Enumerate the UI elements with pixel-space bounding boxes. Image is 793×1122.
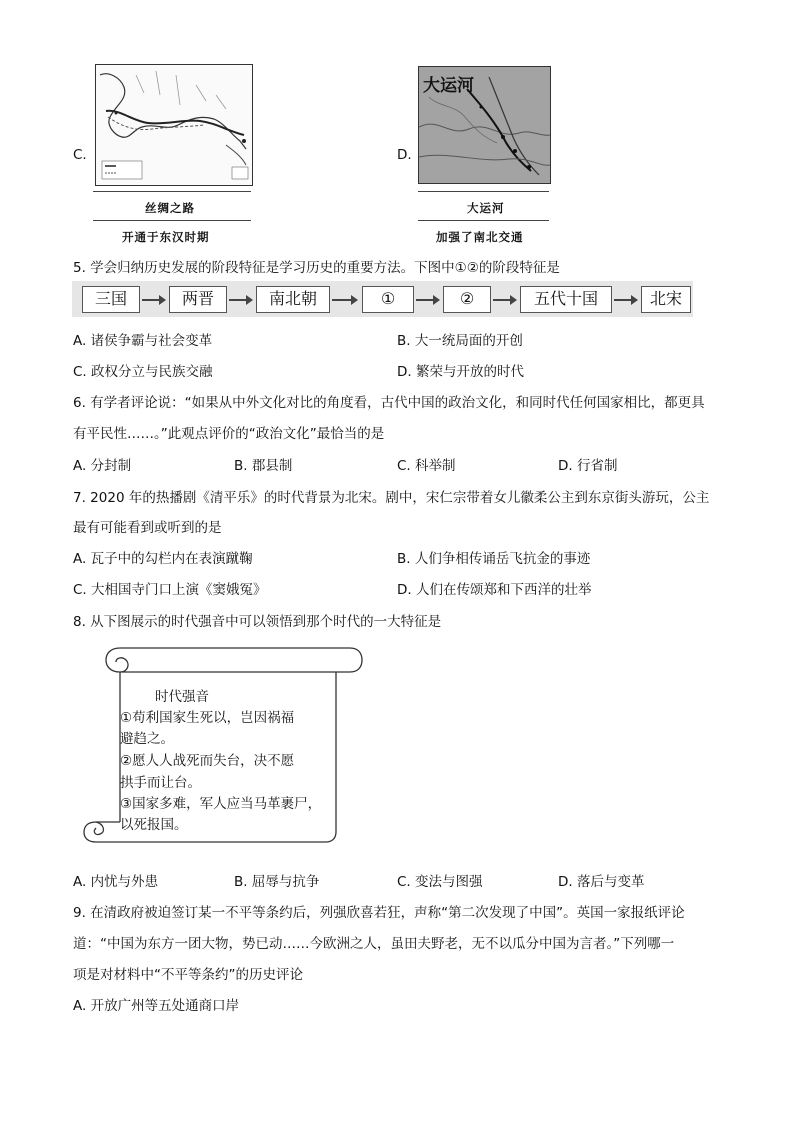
q8-scroll-figure: [82, 646, 364, 846]
flow-arrow-5: [493, 299, 515, 301]
option-d-top-rule: [418, 191, 549, 192]
q8-option-b: B. 屈辱与抗争: [234, 874, 320, 890]
q5-stem: 5. 学会归纳历史发展的阶段特征是学习历史的重要方法。下图中①②的阶段特征是: [73, 260, 560, 276]
q9-stem-line3: 项是对材料中“不平等条约”的历史评论: [73, 967, 303, 983]
q8-option-a: A. 内忧与外患: [73, 874, 159, 890]
flow-box-5: ②: [443, 286, 491, 313]
q9-stem-line1: 9. 在清政府被迫签订某一不平等条约后，列强欣喜若狂，声称“第二次发现了中国”。英国一家报纸评论: [73, 905, 685, 921]
q5-option-d: D. 繁荣与开放的时代: [397, 364, 524, 380]
option-c-caption-title: 丝绸之路: [145, 201, 195, 215]
flow-arrow-2: [229, 299, 251, 301]
flow-arrow-3: [332, 299, 356, 301]
q7-option-c: C. 大相国寺门口上演《窦娥冤》: [73, 582, 267, 598]
grand-canal-map: [418, 66, 551, 184]
q6-option-c: C. 科举制: [397, 458, 456, 474]
silk-road-map-graphic: [96, 65, 252, 185]
q7-option-a: A. 瓦子中的勾栏内在表演蹴鞠: [73, 551, 253, 567]
q7-option-b: B. 人们争相传诵岳飞抗金的事迹: [397, 551, 591, 567]
flow-arrow-6: [614, 299, 636, 301]
option-c-mid-rule: [93, 220, 251, 221]
q6-option-a: A. 分封制: [73, 458, 132, 474]
flow-box-2: 两晋: [169, 286, 227, 313]
flow-box-3: 南北朝: [256, 286, 330, 313]
scroll-line-5: ③国家多难，军人应当马革裹尸，: [120, 796, 322, 812]
flow-arrow-4: [416, 299, 438, 301]
q8-stem: 8. 从下图展示的时代强音中可以领悟到那个时代的一大特征是: [73, 614, 442, 630]
option-c-caption-sub: 开通于东汉时期: [122, 230, 210, 244]
q6-stem-line2: 有平民性……。”此观点评价的“政治文化”最恰当的是: [73, 426, 385, 442]
q5-flow-chart: [72, 281, 693, 317]
option-d-caption-sub: 加强了南北交通: [436, 230, 524, 244]
q6-option-d: D. 行省制: [558, 458, 618, 474]
scroll-line-3: ②愿人人战死而失台，决不愿: [120, 753, 295, 769]
option-c-label: C.: [73, 147, 87, 163]
scroll-title: 时代强音: [155, 689, 209, 705]
grand-canal-map-title: 大运河: [423, 76, 474, 96]
q9-stem-line2: 道：“中国为东方一团大物，势已动……今欧洲之人，虽田夫野老，无不以瓜分中国为言者。”下列哪一: [73, 936, 675, 952]
q6-stem-line1: 6. 有学者评论说：“如果从中外文化对比的角度看，古代中国的政治文化，和同时代任何国家相比，都更具: [73, 395, 705, 411]
flow-box-4: ①: [362, 286, 414, 313]
flow-arrow-1: [142, 299, 164, 301]
q6-option-b: B. 郡县制: [234, 458, 293, 474]
q9-option-a: A. 开放广州等五处通商口岸: [73, 998, 240, 1014]
flow-box-7: 北宋: [641, 286, 691, 313]
option-d-caption-title: 大运河: [467, 201, 505, 215]
option-d-label: D.: [397, 147, 412, 163]
silk-road-map: [95, 64, 253, 186]
q8-option-d: D. 落后与变革: [558, 874, 645, 890]
flow-box-6: 五代十国: [520, 286, 612, 313]
scroll-line-6: 以死报国。: [120, 817, 188, 833]
scroll-line-4: 拱手而让台。: [120, 775, 201, 791]
q5-option-c: C. 政权分立与民族交融: [73, 364, 213, 380]
q8-option-c: C. 变法与图强: [397, 874, 483, 890]
option-c-top-rule: [93, 191, 251, 192]
scroll-line-1: ①苟利国家生死以，岂因祸福: [120, 710, 295, 726]
q7-option-d: D. 人们在传颂郑和下西洋的壮举: [397, 582, 592, 598]
option-d-mid-rule: [418, 220, 549, 221]
q5-option-b: B. 大一统局面的开创: [397, 333, 523, 349]
flow-box-1: 三国: [82, 286, 140, 313]
q7-stem-line1: 7. 2020 年的热播剧《清平乐》的时代背景为北宋。剧中，宋仁宗带着女儿徽柔公主到东京街头游玩，公主: [73, 490, 710, 506]
q7-stem-line2: 最有可能看到或听到的是: [73, 520, 222, 536]
scroll-line-2: 避趋之。: [120, 731, 174, 747]
q5-option-a: A. 诸侯争霸与社会变革: [73, 333, 213, 349]
